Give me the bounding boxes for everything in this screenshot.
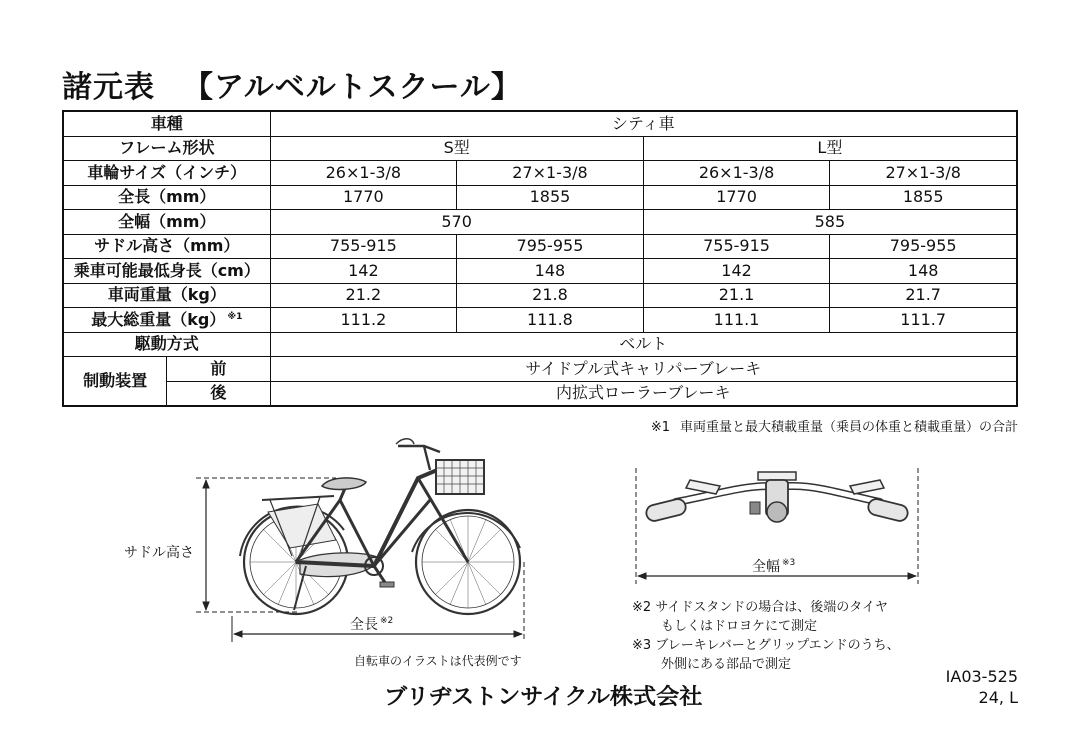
row-label: 全幅（mm）: [63, 210, 270, 235]
illustration-caption: 自転車のイラストは代表例です: [354, 654, 522, 668]
length-label: [350, 614, 393, 634]
note-3-line-1: [632, 636, 900, 655]
cell-value: シティ車: [270, 111, 1017, 136]
row-label: 乗車可能最低身長（cm）: [63, 259, 270, 284]
cell-value: 795-955: [830, 234, 1017, 259]
footnote-mark: ※1: [650, 420, 670, 435]
note-3-mark: ※3: [632, 638, 652, 653]
cell-value: 1855: [457, 185, 644, 210]
measurement-notes: [632, 598, 900, 674]
row-sublabel: 前: [167, 357, 270, 382]
note-2-line-2: もしくはドロヨケにて測定: [661, 619, 818, 634]
note-ref: ※1: [227, 311, 243, 322]
cell-value: 111.7: [830, 308, 1017, 333]
cell-value: 27×1-3/8: [830, 161, 1017, 186]
cell-value: 570: [270, 210, 643, 235]
row-label: 車輪サイズ（インチ）: [63, 161, 270, 186]
cell-value: 142: [643, 259, 830, 284]
cell-value: 795-955: [457, 234, 644, 259]
cell-value: 142: [270, 259, 457, 284]
cell-value: 111.1: [643, 308, 830, 333]
note-2-line-1: [632, 598, 900, 617]
handlebar-illustration: [645, 472, 910, 523]
cell-value: 21.2: [270, 283, 457, 308]
row-label: 車種: [63, 111, 270, 136]
saddle-height-label: サドル高さ: [124, 545, 194, 561]
cell-value: 755-915: [643, 234, 830, 259]
cell-value: 26×1-3/8: [270, 161, 457, 186]
row-label: フレーム形状: [63, 136, 270, 161]
right-grip: [867, 497, 910, 522]
row-sublabel: 後: [167, 381, 270, 406]
cell-value: 21.8: [457, 283, 644, 308]
cell-value: サイドプル式キャリパーブレーキ: [270, 357, 1017, 382]
footnote-text: 車両重量と最大積載重量（乗員の体重と積載重量）の合計: [679, 420, 1018, 435]
cell-value: 148: [457, 259, 644, 284]
document-code: [946, 666, 1018, 708]
document-code-line-1: IA03-525: [945, 667, 1018, 686]
cell-value: 内拡式ローラーブレーキ: [270, 381, 1017, 406]
length-note-ref: ※2: [380, 616, 394, 626]
row-label: 車両重量（kg）: [63, 283, 270, 308]
note-2-mark: ※2: [632, 600, 652, 615]
cell-value: 27×1-3/8: [457, 161, 644, 186]
bicycle-illustration: [240, 439, 520, 614]
brand-logo: ブリヂストンサイクル株式会社: [384, 685, 703, 710]
cell-value: L型: [643, 136, 1017, 161]
cell-value: 148: [830, 259, 1017, 284]
length-label-text: 全長: [350, 617, 378, 633]
row-label: 制動装置: [63, 357, 167, 407]
cell-value: S型: [270, 136, 643, 161]
width-note-ref: ※3: [782, 558, 796, 568]
cell-value: 1770: [270, 185, 457, 210]
row-label: 駆動方式: [63, 332, 270, 357]
note-2-text-1: サイドスタンドの場合は、後端のタイヤ: [655, 600, 889, 615]
cell-value: 1855: [830, 185, 1017, 210]
cell-value: 21.7: [830, 283, 1017, 308]
note-3-text-1: ブレーキレバーとグリップエンドのうち、: [655, 638, 900, 653]
row-label: 全長（mm）: [63, 185, 270, 210]
note-3-line-2: 外側にある部品で測定: [661, 657, 792, 672]
row-label-text: 最大総重量（kg）: [91, 309, 226, 329]
title-model: 【アルベルトスクール】: [183, 70, 522, 105]
cell-value: ベルト: [270, 332, 1017, 357]
row-label: サドル高さ（mm）: [63, 234, 270, 259]
cell-value: 26×1-3/8: [643, 161, 830, 186]
cell-value: 755-915: [270, 234, 457, 259]
cell-value: 21.1: [643, 283, 830, 308]
width-label-text: 全幅: [752, 559, 780, 575]
left-grip: [645, 497, 688, 522]
cell-value: 111.8: [457, 308, 644, 333]
cell-value: 1770: [643, 185, 830, 210]
cell-value: 111.2: [270, 308, 457, 333]
width-label: [752, 556, 795, 576]
title-main: 諸元表: [62, 70, 155, 105]
document-code-line-2: 24, L: [978, 688, 1018, 707]
cell-value: 585: [643, 210, 1017, 235]
